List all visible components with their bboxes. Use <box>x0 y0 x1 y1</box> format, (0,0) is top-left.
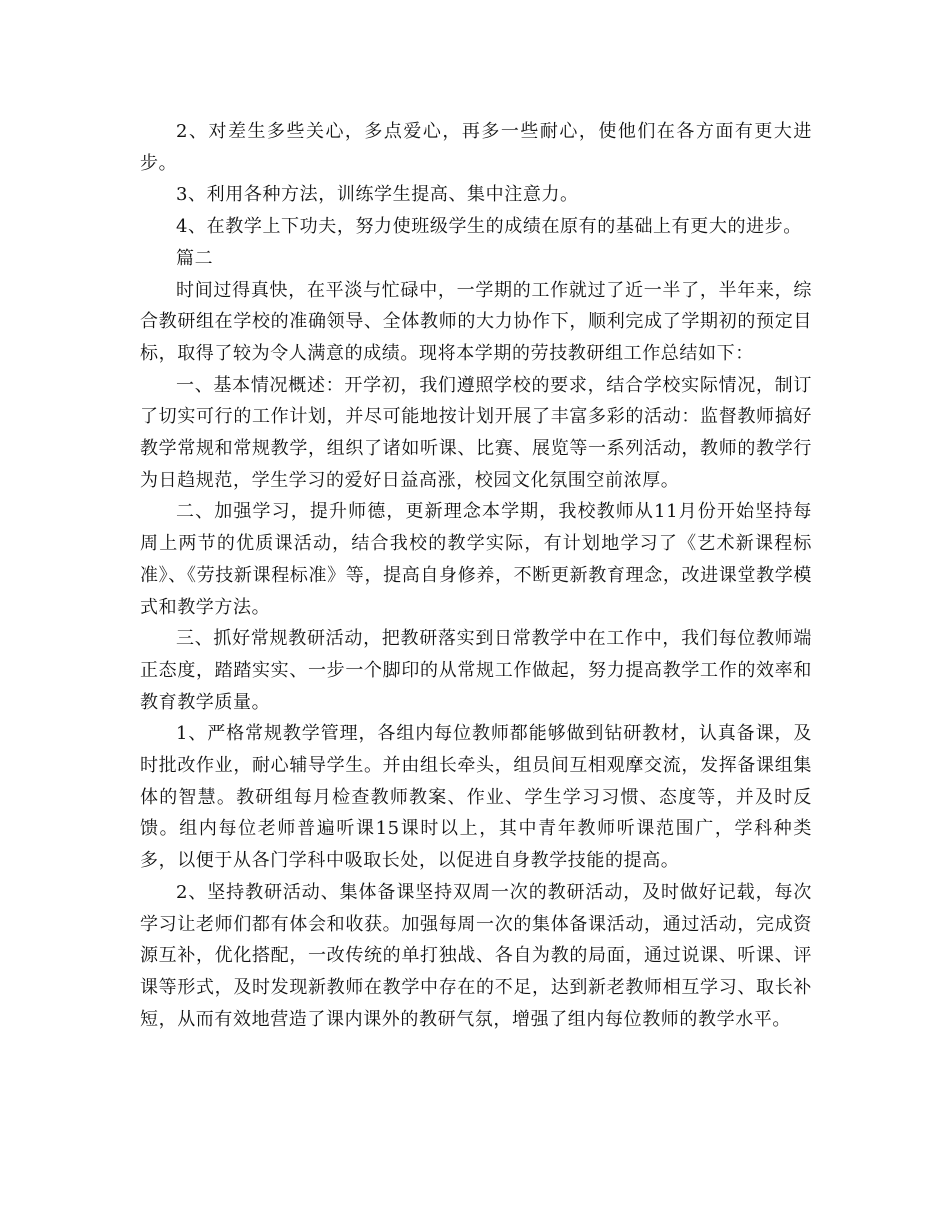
intro-paragraph: 时间过得真快，在平淡与忙碌中，一学期的工作就过了近一半了，半年来，综合教研组在学校的准确领导、全体教师的大力协作下，顺利完成了学期初的预定目标，取得了较为令人满意的成绩。现将本学期的劳技教研组工作总结如下： <box>140 279 812 364</box>
section-two-paragraph: 二、加强学习，提升师德，更新理念本学期，我校教师从11月份开始坚持每周上两节的优质课活动，结合我校的教学实际，有计划地学习了《艺术新课程标准》、《劳技新课程标准》等，提高自身修养，不断更新教育理念，改进课堂教学模式和教学方法。 <box>140 501 812 618</box>
section-three-paragraph: 三、抓好常规教研活动，把教研落实到日常教学中在工作中，我们每位教师端正态度，踏踏实实、一步一个脚印的从常规工作做起，努力提高教学工作的效率和教育教学质量。 <box>140 628 812 713</box>
paragraph-item-3: 3、利用各种方法，训练学生提高、集中注意力。 <box>176 184 579 206</box>
document-body <box>140 116 812 1035</box>
section-one-paragraph: 一、基本情况概述：开学初，我们遵照学校的要求，结合学校实际情况，制订了切实可行的工作计划，并尽可能地按计划开展了丰富多彩的活动：监督教师搞好教学常规和常规教学，组织了诸如听课、比赛、展览等一系列活动，教师的教学行为日趋规范，学生学习的爱好日益高涨，校园文化氛围空前浓厚。 <box>140 374 812 491</box>
subsection-one-paragraph: 1、严格常规教学管理，各组内每位教师都能够做到钻研教材，认真备课，及时批改作业，耐心辅导学生。并由组长牵头，组员间互相观摩交流，发挥备课组集体的智慧。教研组每月检查教师教案、作业、学生学习习惯、态度等，并及时反馈。组内每位老师普遍听课15课时以上，其中青年教师听课范围广，学科种类多，以便于从各门学科中吸取长处，以促进自身教学技能的提高。 <box>140 723 812 872</box>
paragraph-item-2: 2、对差生多些关心，多点爱心，再多一些耐心，使他们在各方面有更大进步。 <box>140 121 812 174</box>
paragraph-item-4: 4、在教学上下功夫，努力使班级学生的成绩在原有的基础上有更大的进步。 <box>176 216 802 238</box>
subsection-two-paragraph: 2、坚持教研活动、集体备课坚持双周一次的教研活动，及时做好记载，每次学习让老师们都有体会和收获。加强每周一次的集体备课活动，通过活动，完成资源互补，优化搭配，一改传统的单打独战、各自为教的局面，通过说课、听课、评课等形式，及时发现新教师在教学中存在的不足，达到新老教师相互学习、取长补短，从而有效地营造了课内课外的教研气氛，增强了组内每位教师的教学水平。 <box>140 881 812 1030</box>
section-heading-part-two: 篇二 <box>176 247 214 269</box>
